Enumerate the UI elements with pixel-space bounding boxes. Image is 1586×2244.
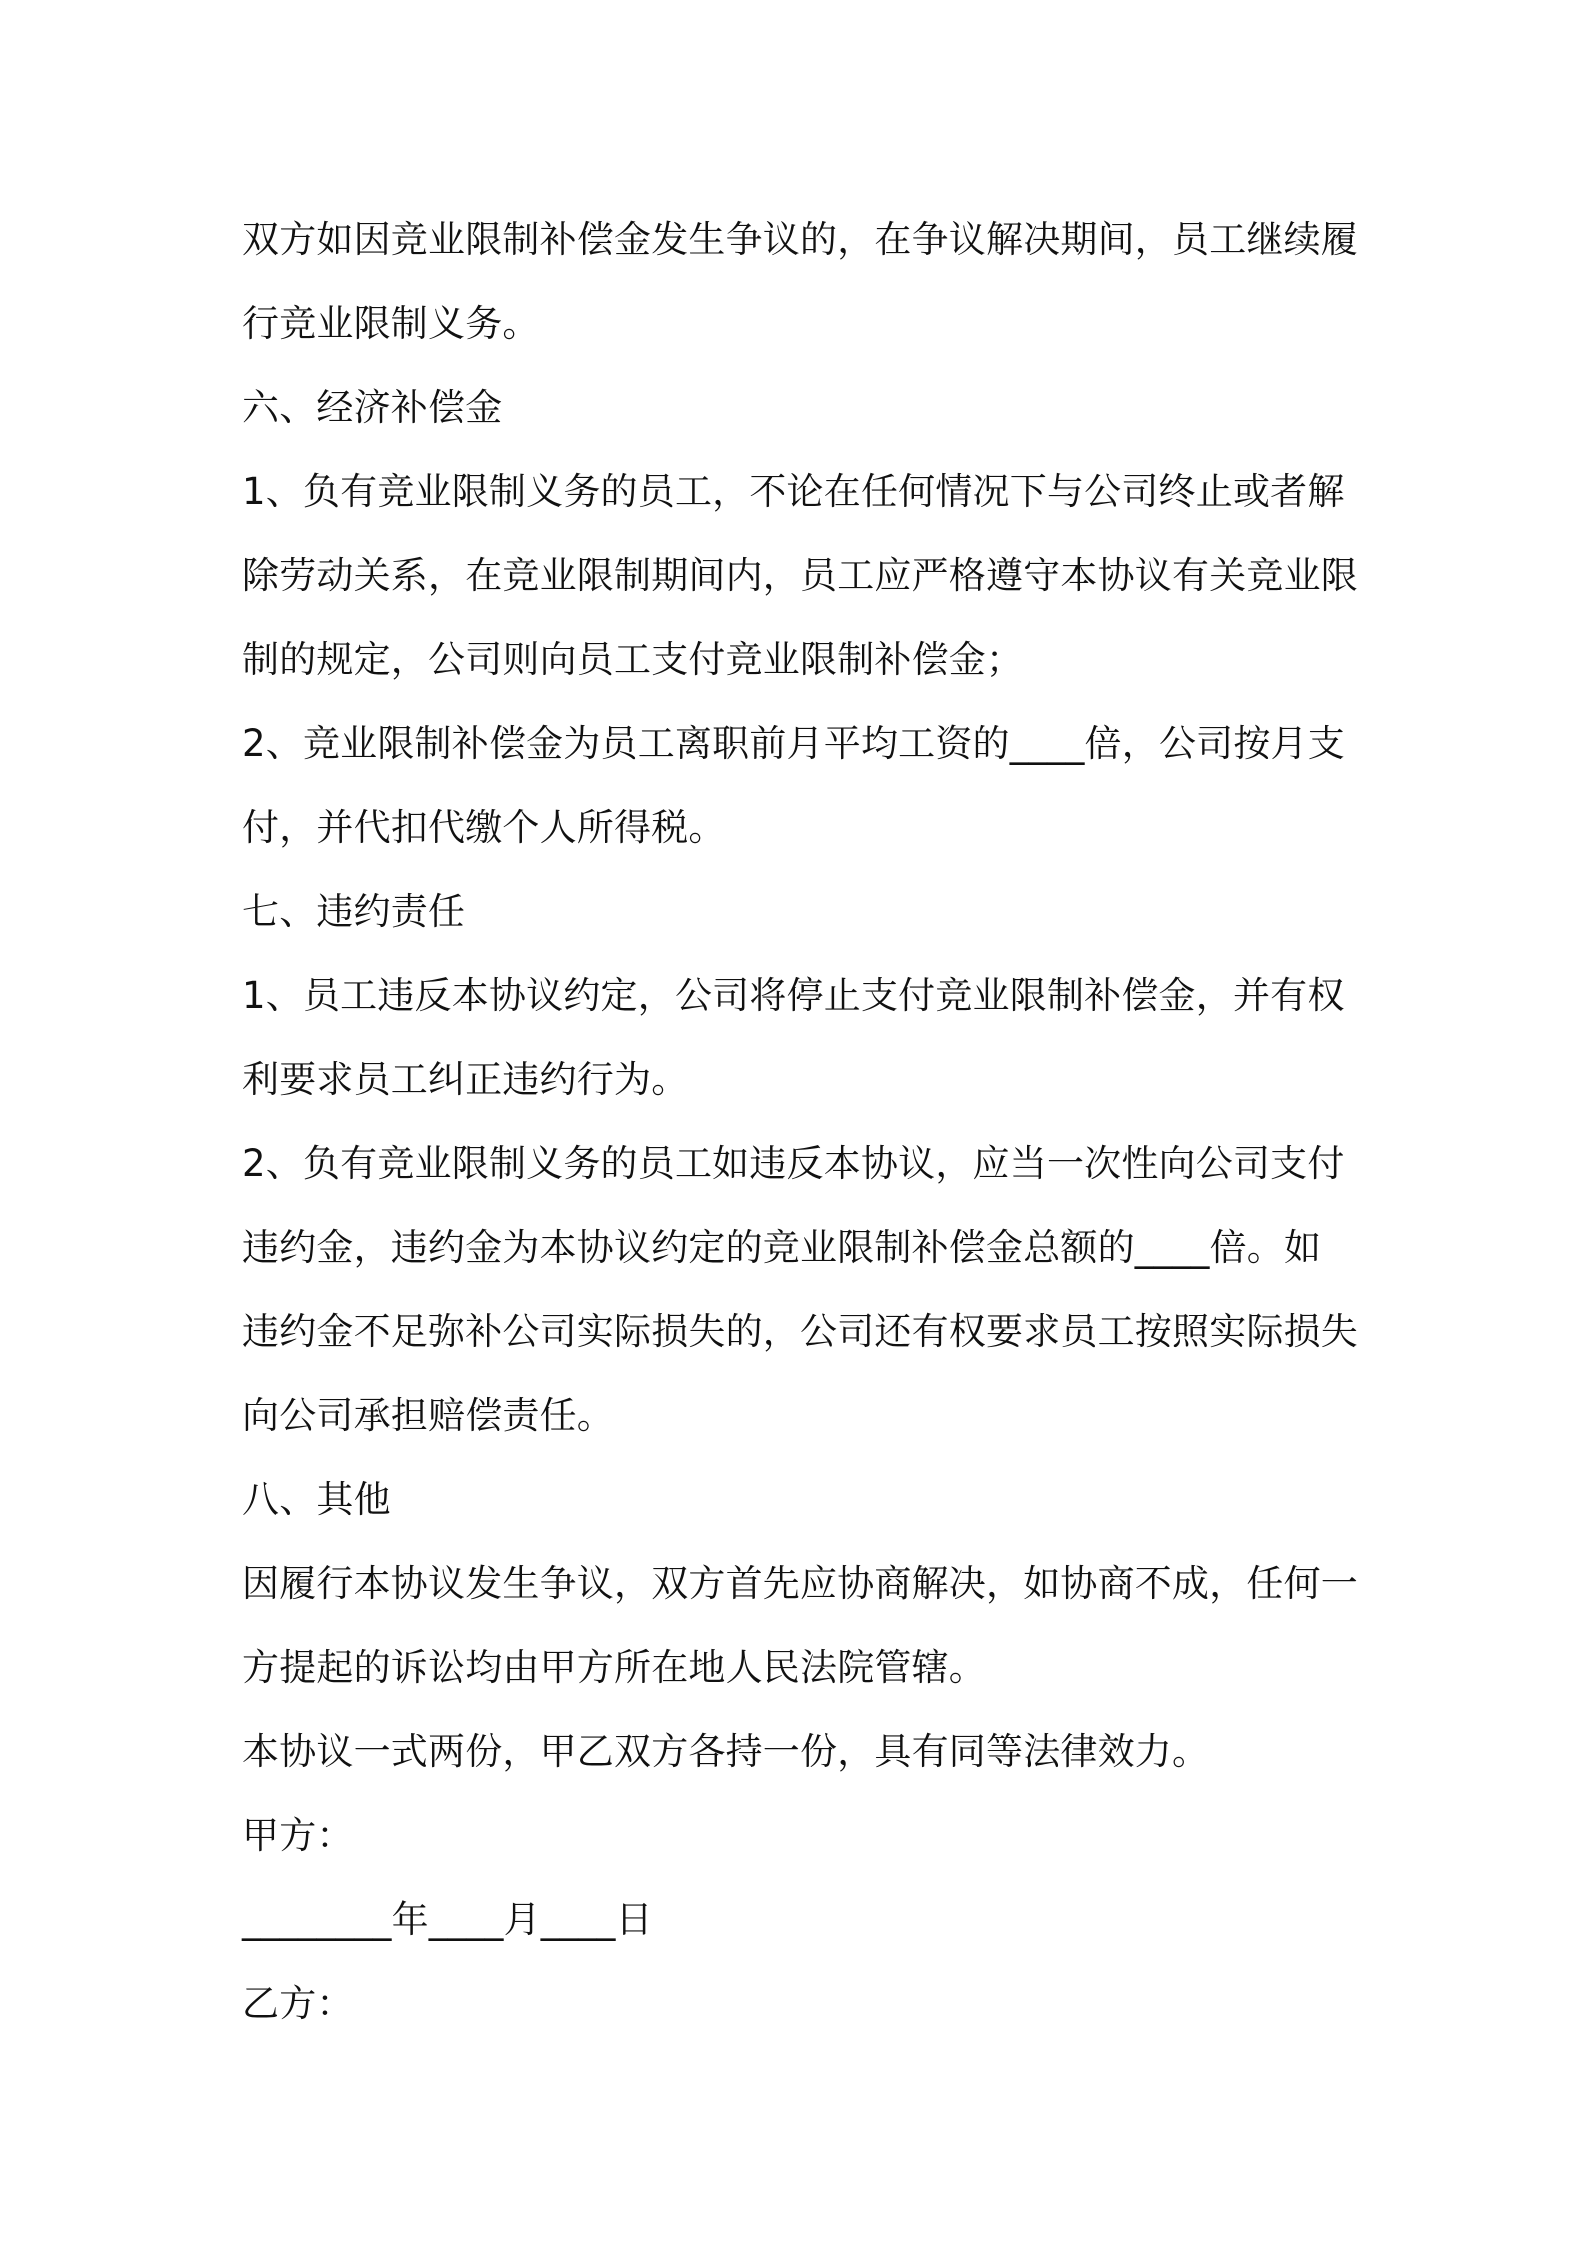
paragraph-line: 向公司承担赔偿责任。 bbox=[242, 1394, 614, 1437]
paragraph-line: 2、竞业限制补偿金为员工离职前月平均工资的____倍，公司按月支 bbox=[242, 722, 1345, 765]
paragraph-line: 本协议一式两份，甲乙双方各持一份，具有同等法律效力。 bbox=[242, 1730, 1210, 1773]
paragraph-line: 双方如因竞业限制补偿金发生争议的，在争议解决期间，员工继续履 bbox=[242, 218, 1358, 261]
paragraph-line: 因履行本协议发生争议，双方首先应协商解决，如协商不成，任何一 bbox=[242, 1562, 1358, 1605]
paragraph-line: 1、员工违反本协议约定，公司将停止支付竞业限制补偿金，并有权 bbox=[242, 974, 1345, 1017]
paragraph-line: 行竞业限制义务。 bbox=[242, 302, 540, 345]
section-heading-other: 八、其他 bbox=[242, 1478, 391, 1521]
paragraph-line: 2、负有竞业限制义务的员工如违反本协议，应当一次性向公司支付 bbox=[242, 1142, 1345, 1185]
document-body bbox=[242, 198, 1364, 2046]
paragraph-line: 付，并代扣代缴个人所得税。 bbox=[242, 806, 726, 849]
party-a-label: 甲方： bbox=[242, 1814, 354, 1857]
paragraph-line: 制的规定，公司则向员工支付竞业限制补偿金； bbox=[242, 638, 1024, 681]
paragraph-line: 违约金不足弥补公司实际损失的，公司还有权要求员工按照实际损失 bbox=[242, 1310, 1358, 1353]
paragraph-line: 方提起的诉讼均由甲方所在地人民法院管辖。 bbox=[242, 1646, 986, 1689]
paragraph-line: 除劳动关系，在竞业限制期间内，员工应严格遵守本协议有关竞业限 bbox=[242, 554, 1358, 597]
paragraph-line: 利要求员工纠正违约行为。 bbox=[242, 1058, 689, 1101]
party-b-label: 乙方： bbox=[242, 1982, 354, 2025]
section-heading-economic-compensation: 六、经济补偿金 bbox=[242, 386, 503, 429]
paragraph-line: 违约金，违约金为本协议约定的竞业限制补偿金总额的____倍。如 bbox=[242, 1226, 1322, 1269]
section-heading-breach-liability: 七、违约责任 bbox=[242, 890, 466, 933]
paragraph-line: 1、负有竞业限制义务的员工，不论在任何情况下与公司终止或者解 bbox=[242, 470, 1345, 513]
date-line: ________年____月____日 bbox=[242, 1898, 653, 1941]
